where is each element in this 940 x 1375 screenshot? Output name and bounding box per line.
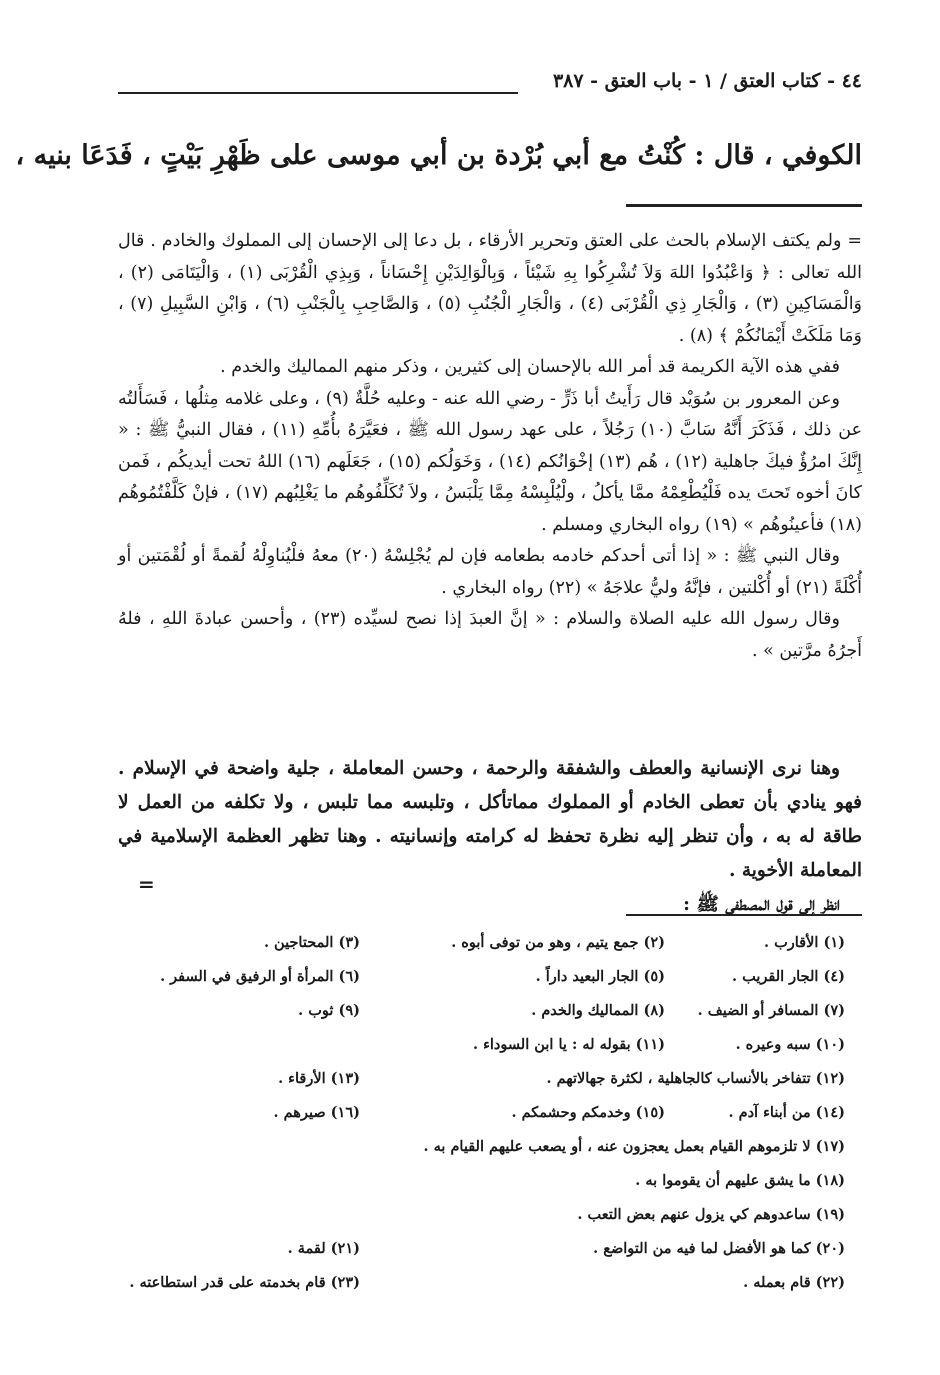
footnote-row [105,1206,845,1240]
commentary-paragraph: وقال النبي ﷺ : « إذا أتى أحدكم خادمه بطعامه فإن لم يُجْلِسْهُ (٢٠) معهُ فلْيُناوِلْهُ لُقمةً أو لُقْمَتين أو أُكْلَةً (٢١) أو أُكْلتين ، فإنَّهُ وليُّ علاجَهُ » (٢٢) رواه البخاري . [118,546,862,598]
commentary [118,226,862,667]
closing-paragraph [118,752,862,922]
footnote: (٢٠) كما هو الأفضل لما فيه من التواضع . [593,1240,845,1257]
footnote: (٢١) لقمة . [287,1240,360,1257]
footnote: (٢٢) قام بعمله . [743,1274,845,1291]
footnote: (١٣) الأرقاء . [278,1070,360,1087]
footnote: (٨) المماليك والخدم . [531,1002,665,1019]
commentary-paragraph: وقال رسول الله عليه الصلاة والسلام : « إنَّ العبدَ إذا نصح لسيِّده (٢٣) ، وأحسن عبادةَ اللهِ ، فلهُ أَجرُهُ مرَّتين » . [118,609,862,661]
footnote-row [105,1172,845,1206]
footnote-row [105,934,845,968]
footnote: (٤) الجار القريب . [731,968,845,985]
closing-text: وهنا نرى الإنسانية والعطف والشفقة والرحمة ، وحسن المعاملة ، جلية واضحة في الإسلام . فهو ينادي بأن تعطى الخادم أو المملوك مماتأكل ، وتلبسه مما تلبس ، ولا تكلفه من العمل لا طاقة له به ، وأن تنظر إليه نظرة تحفظ له كرامته وإنسانيته . وهنا تظهر العظمة الإسلامية في المعاملة الأخوية . [118,758,862,881]
footnote-row [105,1104,845,1138]
main-separator [626,204,862,207]
commentary-paragraph: = ولم يكتف الإسلام بالحث على العتق وتحرير الأرقاء ، بل دعا إلى الإحسان إلى المملوك والخادم . قال الله تعالى : ﴿ وَاعْبُدُوا اللهَ وَلاَ تُشْرِكُوا بِهِ شَيْئاً ، وَبِالْوَالِدَيْنِ إِحْسَاناً ، وَبِذِي الْقُرْبَى (١) ، وَالْيَتَامَى (٢) ، وَالْمَسَاكِينِ (٣) ، وَالْجَارِ ذِي الْقُرْبَى (٤) ، وَالْجَارِ الْجُنُبِ (٥) ، وَالصَّاحِبِ بِالْجَنْبِ (٦) ، وَابْنِ السَّبِيلِ (٧) ، وَمَا مَلَكَتْ أَيْمَانُكُمْ ﴾ (٨) . [118,231,863,346]
header-rule [118,92,518,94]
footnote: (١٠) سبه وعيره . [735,1036,845,1053]
footnote-row [105,1240,845,1274]
footnote: (١٤) من أبناء آدم . [728,1104,845,1121]
footnote: (٥) الجار البعيد داراً . [535,968,665,985]
footnote: (١٩) ساعدوهم كي يزول عنهم بعض التعب . [577,1206,845,1223]
footnote: (١٥) وخدمكم وحشمكم . [511,1104,665,1121]
continuation-mark: = [138,872,155,896]
footnote: (٧) المسافر أو الضيف . [697,1002,845,1019]
footnote: (٣) المحتاجين . [263,934,360,951]
closing-lead: انظر إلى قول المصطفى ﷺ : [683,894,840,915]
footnote-row [105,1036,845,1070]
footnote: (٦) المرأة أو الرفيق في السفر . [160,968,360,985]
footnote: (١٦) صيرهم . [273,1104,360,1121]
commentary-paragraph: ففي هذه الآية الكريمة قد أمر الله بالإحسان إلى كثيرين ، وذكر منهم المماليك والخدم . [220,357,840,377]
footnote: (١٨) ما يشق عليهم أن يقوموا به . [635,1172,845,1189]
footnote-row [105,1002,845,1036]
footnote-row [105,1138,845,1172]
footnotes [105,934,845,1308]
footnote-row [105,1070,845,1104]
footnote: (١١) بقوله له : يا ابن السوداء . [472,1036,665,1053]
footnote: (٢٣) قام بخدمته على قدر استطاعته . [129,1274,360,1291]
footnote-row [105,968,845,1002]
main-text: الكوفي ، قال : كُنْتُ مع أبي بُرْدة بن أبي موسى على ظَهْرِ بَيْتٍ ، فَدَعَا بنيه ، [15,140,862,171]
footnote-row [105,1274,845,1308]
footnote-separator [626,914,862,916]
footnote: (١) الأقارب . [764,934,845,951]
running-header [118,66,862,106]
footnote: (٢) جمع يتيم ، وهو من توفى أبوه . [451,934,665,951]
commentary-paragraph: وعن المعرور بن سُوَيْد قال رَأَيتُ أبا ذَرٍّ - رضي الله عنه - وعليه حُلَّةٌ (٩) ، وعلى غلامه مِثلُها ، فَسَأَلتُه عن ذلك ، فَذَكَرَ أَنَّهُ سَابَّ (١٠) رَجُلاً ، على عهد رسول الله ﷺ ، فعَيَّرَهُ بأُمِّهِ (١١) ، فقال النبيُّ ﷺ : « إِنَّكَ امرُؤٌ فيكَ جاهلية (١٢) ، هُم (١٣) إخْوَانُكم (١٤) ، وَخَوَلُكم (١٥) ، جَعَلَهم (١٦) اللهُ تحت أيديكُم ، فَمن كانَ أخوه تَحتَ يده فَلْيُطْعِمْهُ ممَّا يأكلُ ، ولْيُلْبِسْهُ مِمَّا يَلْبَسُ ، ولاَ تُكَلِّفُوهُم ما يَغْلِبُهم (١٧) ، فإنْ كَلَّفْتُمُوهُم (١٨) فأعينُوهُم » (١٩) رواه البخاري ومسلم . [118,388,863,535]
footnote: (١٧) لا تلزموهم القيام بعمل يعجزون عنه ، أو يصعب عليهم القيام به . [423,1138,845,1155]
header-title: ٤٤ - كتاب العتق / ١ - باب العتق - ٣٨٧ [552,70,862,92]
footnote: (١٢) تتفاخر بالأنساب كالجاهلية ، لكثرة جهالاتهم . [546,1070,845,1087]
footnote: (٩) ثوب . [298,1002,360,1019]
